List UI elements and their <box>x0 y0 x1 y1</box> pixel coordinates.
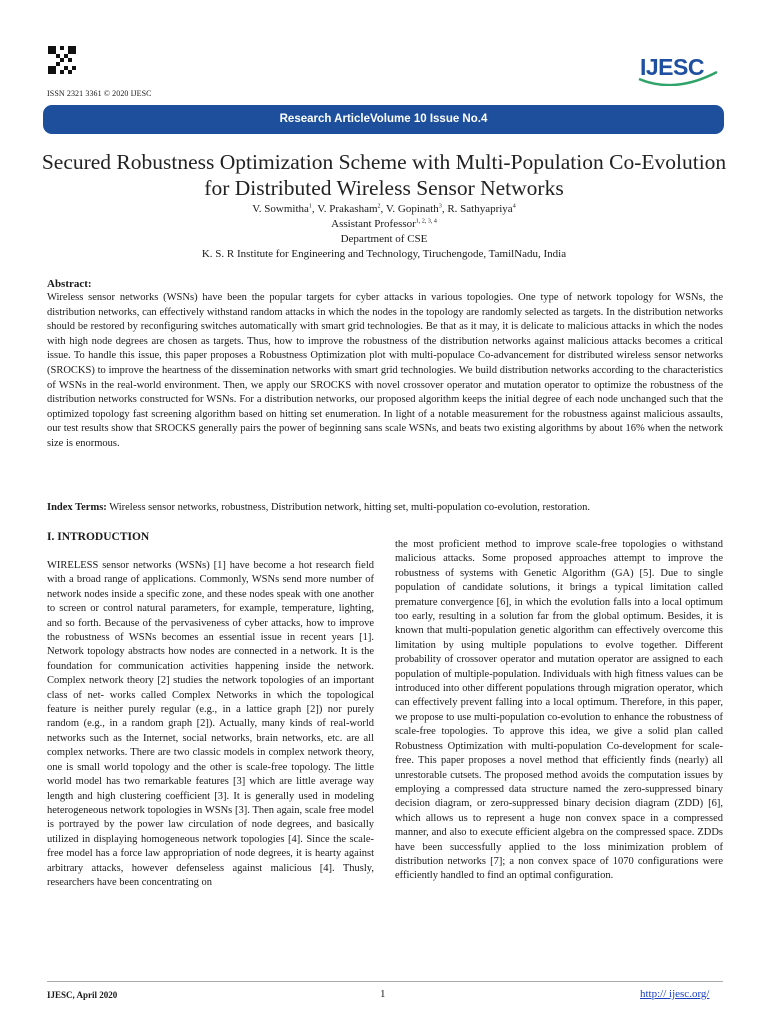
article-banner: Research ArticleVolume 10 Issue No.4 <box>43 105 724 134</box>
author-name: V. Prakasham <box>317 203 378 215</box>
author-sup: 4 <box>512 203 516 210</box>
index-terms-label: Index Terms: <box>47 502 107 513</box>
logo-text: IJESC <box>640 54 704 80</box>
author-sup: 2 <box>377 203 381 210</box>
index-terms-text: Wireless sensor networks, robustness, Distribution network, hitting set, multi-population co-evolution, restoration. <box>106 502 591 513</box>
author-role <box>40 218 728 230</box>
paper-title: Secured Robustness Optimization Scheme with Multi-Population Co-Evolution for Distributed Wireless Sensor Networks <box>41 150 727 200</box>
institute: K. S. R Institute for Engineering and Technology, Tiruchengode, TamilNadu, India <box>201 248 567 260</box>
abstract-body: Wireless sensor networks (WSNs) have been the popular targets for cyber attacks in various topologies. One type of network topology for WSNs, the distribution networks, can effectively withstand random attacks in which the nodes in the topology are randomly selected as targets. In the distribution networks should be restored by reconfiguring switches automatically with smart grid technologies. Be that as it may, it is delicate to malicious attacks in which the nodes with high node degrees are chosen as targets. Thus, how to improve the robustness of the distribution networks against malicious attacks becomes a critical issue. To handle this issue, this paper proposes a Robustness Optimization plot with multi-populace Co-advancement for distributed wireless sensor networks (SROCKS) to improve the heartness of the dissemination networks with smart grid technologies. We build distribution networks according to the characteristics of WSNs in the real-world environment. Then, we apply our SROCKS with novel crossover operator and mutation operator to optimize the robustness of the distribution networks constructed for WSNs. For a distribution networks, our proposed algorithm keeps the initial degree of each node unchanged such that the optimized topology fast screening algorithm based on hitting set enumeration. In light of a notable measurement for the robustness against malicious assaults, our test results show that SROCKS generally pairs the power of beginning sans scale WSNs, and beats two existing algorithms by about 16% when the network size is enormous. <box>47 292 723 449</box>
role-text: Assistant Professor <box>331 218 416 230</box>
author-line: V. Sowmitha$^1$, V. Prakasham$^2$, V. Gopinath$^3$, R. Sathyapriya$^4$ <box>252 203 516 215</box>
qr-code-icon <box>48 46 76 74</box>
abstract-heading: Abstract: <box>47 278 92 290</box>
role-sup: 1, 2, 3, 4 <box>415 218 437 225</box>
journal-url-link[interactable]: http:// ijesc.org/ <box>640 988 710 1000</box>
footer-divider <box>47 981 723 982</box>
author-sup: 1 <box>308 203 312 210</box>
issn-line: ISSN 2321 3361 © 2020 IJESC <box>47 89 152 98</box>
author-sup: 3 <box>438 203 442 210</box>
page-number: 1 <box>380 988 386 1000</box>
intro-column-right: the most proficient method to improve scale-free topologies o withstand malicious attacks. Some proposed approaches attempt to improve the robustness of systems with Genetic Algorithm (GA) [5]. Due to single population of candidate solutions, it brings a typical limitation called premature convergence [6], in which the evolution falls into a local optimum too early, resulting in a solution far from the global optimum. Besides, it is known that multi-population genetic algorithm can effectively overcome this limitation by using multiple populations to evolve together. Different probability of crossover operator and mutation operator are assigned to each population of multiple-population. Individuals with high fitness values can be introduced into other different populations through migration operator, which can effectively prevent falling into a local optimum. Therefore, in this paper, we propose to use multi-population co-evolution to enhance the robustness of scale-free topologies. To approve this idea, we give a solid plan called Robustness Optimization with multi-population Co-development for scale-free. This paper proposes a novel method that efficiently finds (nearly) all unrestorable cutsets. The proposed method avoids the computation issues by employing a compressed data structure named the zero-suppressed binary decision diagram, or zero-suppressed binary decision diagram (ZDD) [6], which allows us to represent a huge non convex space in a compressed manner, and also to execute efficient algebra on the compressed space. ZDDs have been successfully applied to the loss minimization problem of distribution networks [7]; a non convex space of 1070 configurations were efficiently handled to find an optimal configuration. <box>395 539 723 882</box>
author-name: R. Sathyapriya <box>447 203 513 215</box>
department: Department of CSE <box>340 233 428 245</box>
journal-logo <box>635 54 721 86</box>
index-terms <box>47 501 723 515</box>
introduction-heading: I. INTRODUCTION <box>47 531 150 543</box>
author-name: V. Sowmitha <box>252 203 309 215</box>
author-name: V. Gopinath <box>385 203 439 215</box>
intro-column-left: WIRELESS sensor networks (WSNs) [1] have become a hot research field with a broad range of applications. Commonly, WSNs send more number of network nodes inside a specific zone, and these nodes speak with one another to screen or control natural parameters, for example, temperature, lighting, and so forth. Because of the pervasiveness of cyber attacks, how to improve the robustness of WSNs becomes an essential issue in recent years [1]. Network topology abstracts how nodes are connected in a network. It is the foundation for communication activities happening inside the network. Complex network theory [2] studies the network topologies of an important class of net- works called Complex Networks in which the topological feature is neither purely regular (e.g., in a lattice graph [2]) nor purely random (e.g., in a random graph [2]). Actually, many kinds of real-world networks such as the Internet, social networks, brain networks, etc. are all complex networks. There are two classic models in complex network theory, one is small world topology and the other is scale-free topology. The little world model has two remarkable features [3] which are little average way length and high clustering coefficient [3]. It is generally used in modeling heterogeneous network topologies in WSNs [3]. Then again, scale free model is portrayed by the power law circulation of node degrees, and basically utilized in displaying homogeneous network topologies [4]. Since the scale-free model has a force law appropriation of node degrees, it is hearty against arbitrary attacks, however defenseless against malicious [4]. Thusly, researchers have been concentrating on <box>47 560 374 888</box>
footer-journal-date: IJESC, April 2020 <box>47 990 118 1000</box>
